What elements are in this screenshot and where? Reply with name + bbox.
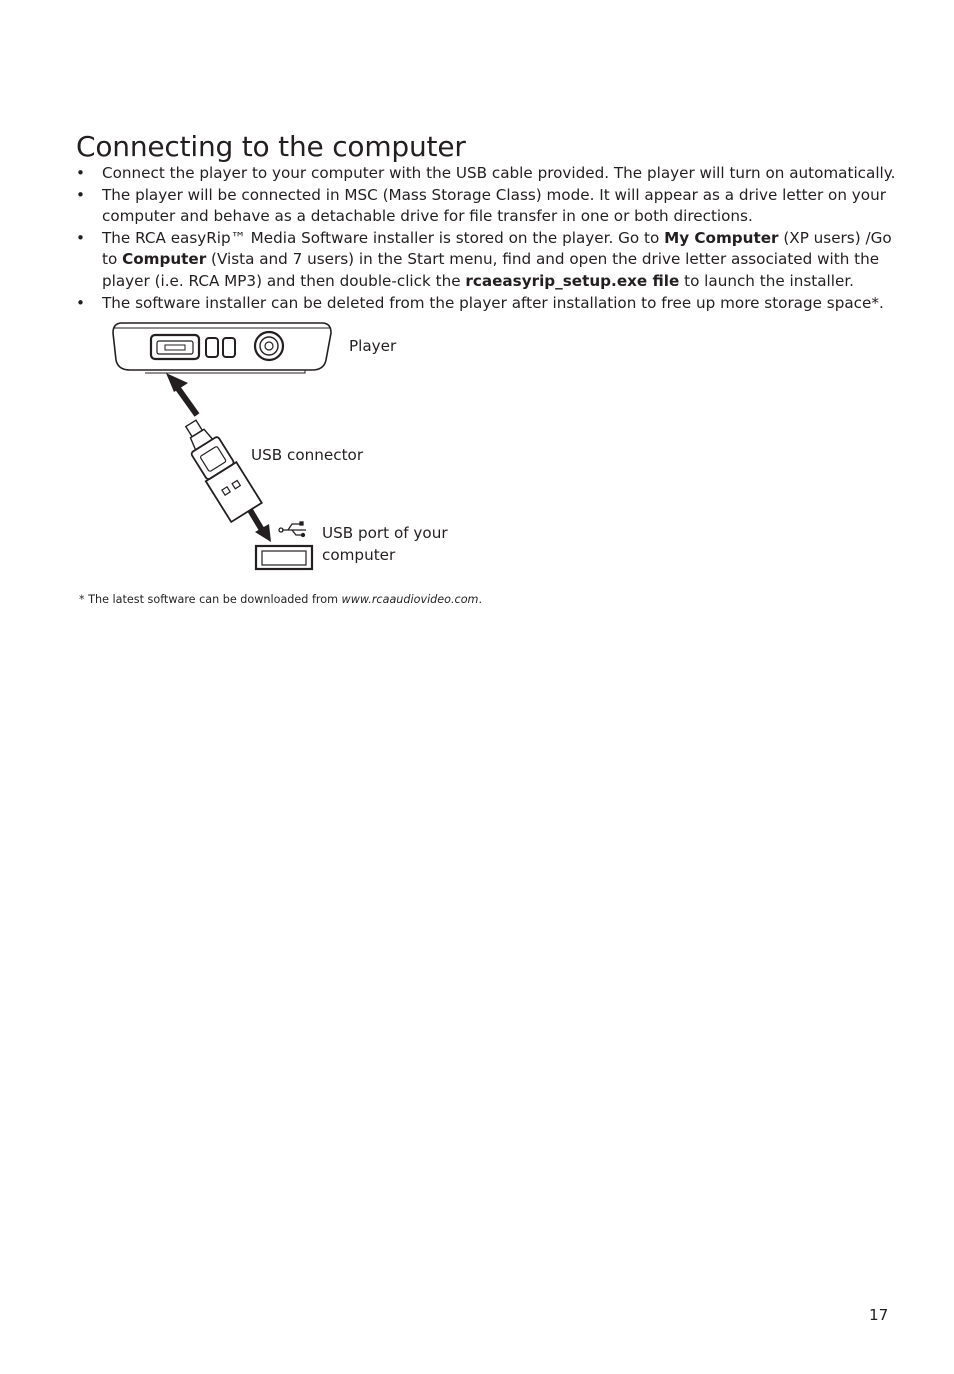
bullet-text: to launch the installer. xyxy=(679,271,854,290)
footnote-end: . xyxy=(478,593,483,606)
usb-port-label-line1: USB port of your xyxy=(322,524,448,542)
bullet-text: The RCA easyRip™ Media Software installer is stored on the player. Go to xyxy=(102,228,665,247)
player-button xyxy=(223,338,235,357)
bullet-marker: • xyxy=(76,293,85,312)
headphone-jack xyxy=(255,332,283,360)
bullet-text: (XP users) /Go to xyxy=(102,228,892,269)
bullet-marker: • xyxy=(76,185,85,204)
bullet-text: The software installer can be deleted from the player after installation to free up more storage space*. xyxy=(102,293,884,312)
usb-connector-label: USB connector xyxy=(251,446,364,464)
footnote xyxy=(79,593,482,606)
page-number: 17 xyxy=(869,1306,889,1324)
arrow-up-to-player xyxy=(166,373,197,415)
footnote-link: www.rcaaudiovideo.com xyxy=(341,593,479,606)
mini-usb-port xyxy=(151,335,199,359)
bold-setup-file: rcaeasyrip_setup.exe file xyxy=(465,271,680,290)
page-title: Connecting to the computer xyxy=(76,130,466,163)
player-device-illustration xyxy=(113,323,331,373)
bullet-text: The player will be connected in MSC (Mass Storage Class) mode. It will appear as a drive letter on your computer and behave as a detachable drive for file transfer in one or both directions. xyxy=(102,185,886,226)
bullet-text: Connect the player to your computer with the USB cable provided. The player will turn on automatically. xyxy=(102,164,896,182)
player-label: Player xyxy=(349,337,397,355)
usb-port-label xyxy=(322,523,448,566)
computer-usb-port-illustration xyxy=(256,546,312,569)
bullet-text: (Vista and 7 users) in the Start menu, find and open the drive letter associated with the player (i.e. RCA MP3) and then double-click the xyxy=(102,250,880,290)
usb-port-label-line2: computer xyxy=(322,545,396,564)
player-button xyxy=(206,338,218,357)
footnote-text: * The latest software can be downloaded from xyxy=(79,593,342,606)
bullet-marker: • xyxy=(76,228,85,247)
arrow-down-to-port xyxy=(250,510,271,542)
bold-my-computer: My Computer xyxy=(664,228,779,247)
usb-connection-diagram xyxy=(0,0,954,620)
usb-cable-connector-illustration xyxy=(176,414,262,522)
bold-computer: Computer xyxy=(122,250,207,269)
bullet-marker: • xyxy=(76,164,85,182)
usb-symbol-icon xyxy=(279,522,306,537)
